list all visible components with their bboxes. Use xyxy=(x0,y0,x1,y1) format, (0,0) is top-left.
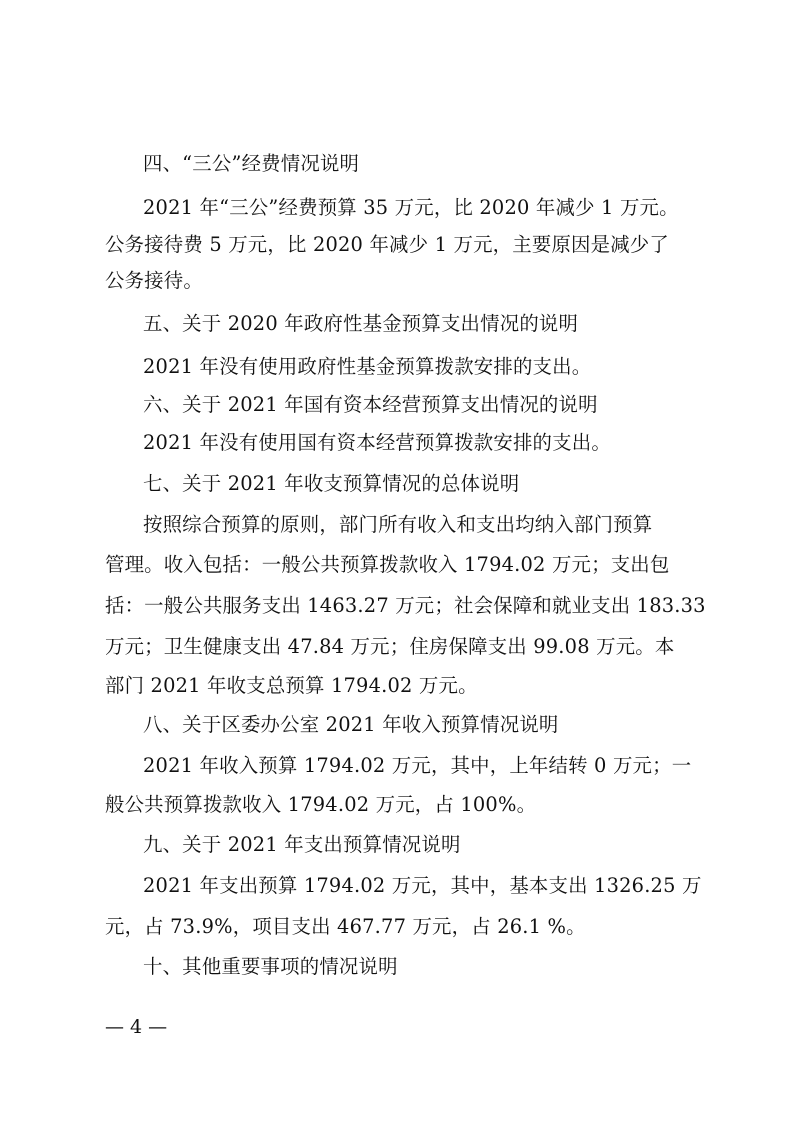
paragraph-line: 公务接待。 xyxy=(105,269,203,292)
paragraph-line: 公务接待费 5 万元，比 2020 年减少 1 万元，主要原因是减少了 xyxy=(105,233,669,256)
section-heading-seven: 七、关于 2021 年收支预算情况的总体说明 xyxy=(143,472,520,495)
paragraph-line: 2021 年收入预算 1794.02 万元，其中，上年结转 0 万元；一 xyxy=(143,754,692,777)
paragraph-line: 管理。收入包括：一般公共预算拨款收入 1794.02 万元；支出包 xyxy=(105,553,670,576)
paragraph-line: 括：一般公共服务支出 1463.27 万元；社会保障和就业支出 183.33 xyxy=(105,594,706,617)
paragraph-line: 2021 年支出预算 1794.02 万元，其中，基本支出 1326.25 万 xyxy=(143,874,702,897)
section-heading-eight: 八、关于区委办公室 2021 年收入预算情况说明 xyxy=(143,713,559,736)
section-heading-ten: 十、其他重要事项的情况说明 xyxy=(143,955,398,978)
paragraph-line: 万元；卫生健康支出 47.84 万元；住房保障支出 99.08 万元。本 xyxy=(105,635,675,658)
page-number: — 4 — xyxy=(105,1016,168,1038)
paragraph-line: 2021 年没有使用政府性基金预算拨款安排的支出。 xyxy=(143,355,592,378)
section-heading-five: 五、关于 2020 年政府性基金预算支出情况的说明 xyxy=(143,312,579,335)
paragraph-line: 按照综合预算的原则，部门所有收入和支出均纳入部门预算 xyxy=(143,513,653,536)
paragraph-line: 部门 2021 年收支总预算 1794.02 万元。 xyxy=(105,674,478,697)
paragraph-line: 2021 年“三公”经费预算 35 万元，比 2020 年减少 1 万元。 xyxy=(143,196,679,219)
paragraph-line: 元，占 73.9%，项目支出 467.77 万元，占 26.1 %。 xyxy=(105,915,586,938)
paragraph-line: 2021 年没有使用国有资本经营预算拨款安排的支出。 xyxy=(143,431,611,454)
paragraph-line: 般公共预算拨款收入 1794.02 万元，占 100%。 xyxy=(105,793,537,816)
section-heading-four: 四、“三公”经费情况说明 xyxy=(143,152,360,175)
section-heading-six: 六、关于 2021 年国有资本经营预算支出情况的说明 xyxy=(143,393,598,416)
section-heading-nine: 九、关于 2021 年支出预算情况说明 xyxy=(143,833,461,856)
